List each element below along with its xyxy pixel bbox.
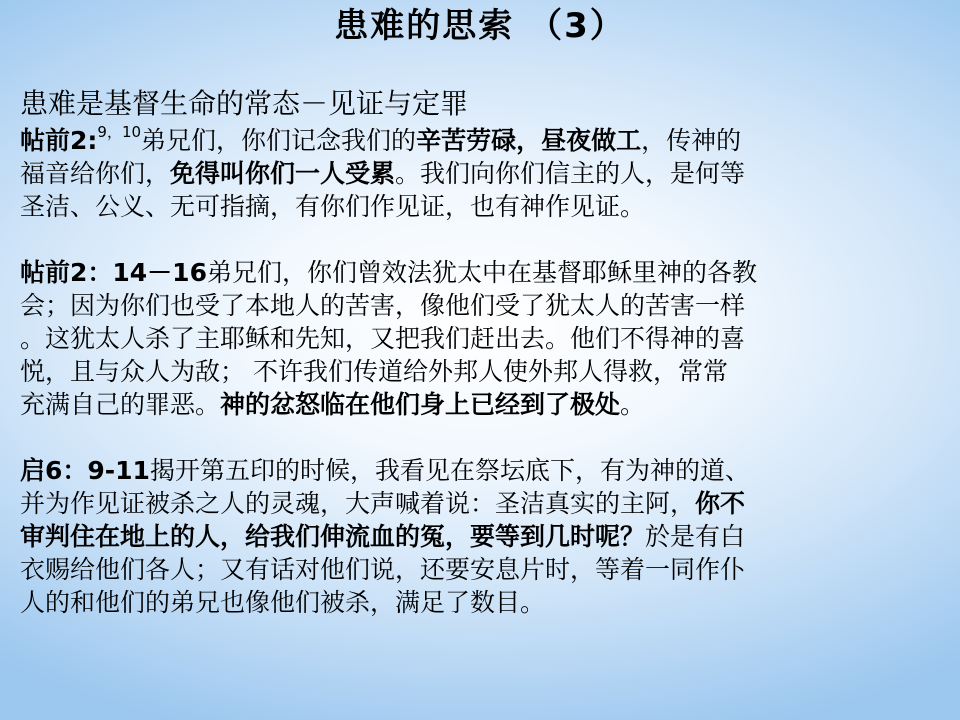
text-run: 福音给你们， — [20, 159, 171, 188]
scripture-reference: 帖前2: — [20, 126, 98, 155]
emphasis-text: 辛苦劳碌，昼夜做工 — [416, 126, 642, 155]
scripture-reference: 帖前2：14－16 — [20, 258, 207, 287]
slide-subtitle: 患难是基督生命的常态－见证与定罪 — [20, 87, 469, 120]
scripture-reference: 启6：9-11 — [20, 456, 150, 485]
text-line: 会；因为你们也受了本地人的苦害，像他们受了犹太人的苦害一样 — [20, 291, 746, 320]
emphasis-text: 审判住在地上的人，给我们伸流血的冤，要等到几时呢？ — [20, 522, 646, 551]
text-run: 。 — [620, 390, 646, 419]
text-line — [20, 487, 948, 520]
text-line: 悦，且与众人为敌； 不许我们传道给外邦人使外邦人得救，常常 — [20, 357, 728, 386]
text-line: 衣赐给他们各人；又有话对他们说，还要安息片时，等着一同作仆 — [20, 555, 746, 584]
paragraph-thessalonians-2-14 — [20, 256, 948, 421]
paragraph-thessalonians-2-9 — [20, 124, 948, 223]
text-line: 人的和他们的弟兄也像他们被杀，满足了数目。 — [20, 588, 546, 617]
emphasis-text: 神的忿怒临在他们身上已经到了极处 — [220, 390, 621, 419]
text-run: ，传神的 — [641, 126, 742, 155]
text-line — [20, 520, 948, 553]
slide-content — [20, 84, 948, 619]
text-line: 。这犹太人杀了主耶稣和先知，又把我们赶出去。他们不得神的喜 — [20, 324, 746, 353]
text-run: 於是有白 — [645, 522, 746, 551]
text-run: 弟兄们，你们记念我们的 — [141, 126, 417, 155]
text-run: 弟兄们，你们曾效法犹太中在基督耶稣里神的各教 — [206, 258, 757, 287]
text-line — [20, 157, 948, 190]
verse-numbers: 9，10 — [97, 122, 142, 141]
paragraph-gap — [20, 223, 948, 256]
paragraph-gap — [20, 421, 948, 454]
text-line — [20, 388, 948, 421]
paragraph-revelation-6-9 — [20, 454, 948, 619]
emphasis-text: 你不 — [695, 489, 746, 518]
text-run: 并为作见证被杀之人的灵魂，大声喊着说：圣洁真实的主阿， — [20, 489, 696, 518]
text-line: 圣洁、公义、无可指摘，有你们作见证，也有神作见证。 — [20, 192, 646, 221]
text-line — [20, 454, 948, 487]
text-run: 。我们向你们信主的人，是何等 — [395, 159, 746, 188]
emphasis-text: 免得叫你们一人受累 — [170, 159, 396, 188]
text-run: 揭开第五印的时候，我看见在祭坛底下，有为神的道、 — [149, 456, 750, 485]
text-run: 充满自己的罪恶。 — [20, 390, 221, 419]
slide-title: 患难的思索 （3） — [334, 6, 626, 46]
text-line — [20, 256, 948, 289]
text-line — [20, 124, 948, 157]
